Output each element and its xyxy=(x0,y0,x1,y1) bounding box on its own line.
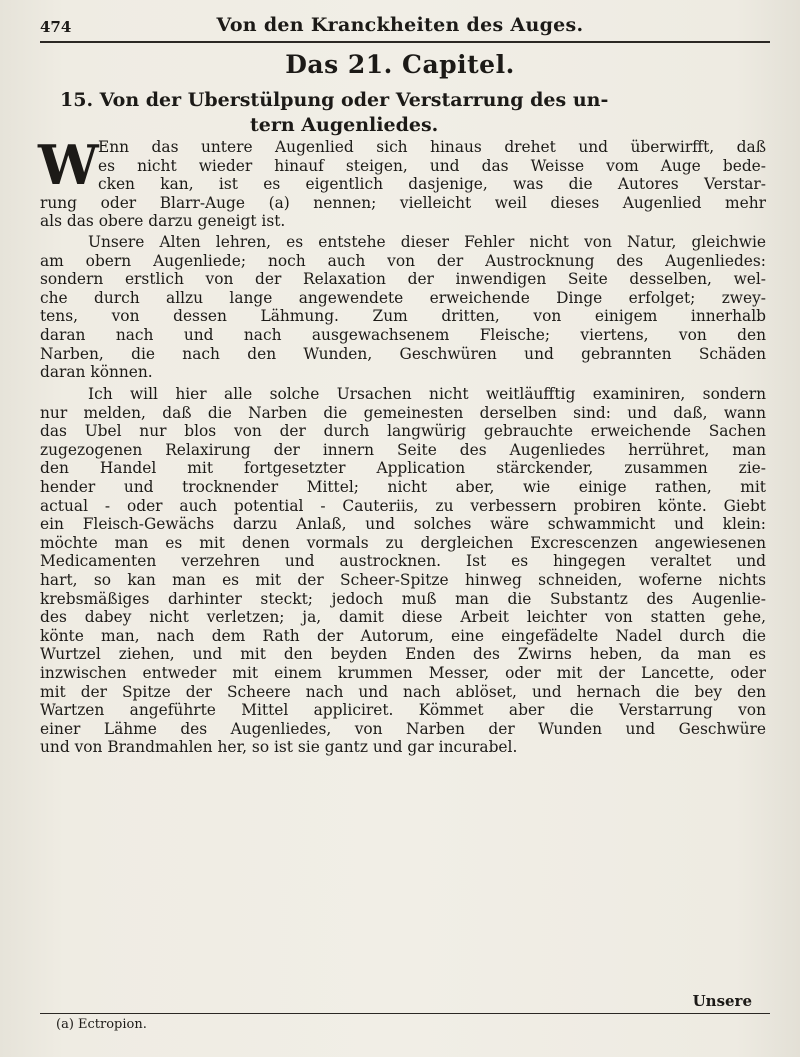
page-header xyxy=(40,14,760,38)
text-line: cken kan, ist es eigentlich dasjenige, was die Autores Verstar- xyxy=(98,175,766,194)
text-line: Ich will hier alle solche Ursachen nicht weitläufftig examiniren, sondern xyxy=(88,385,766,403)
paragraph-1 xyxy=(38,133,766,231)
text-line: das Ubel nur blos von der durch langwürig gebrauchte erweichende Sachen xyxy=(40,422,766,441)
header-rule xyxy=(40,41,770,43)
text-line: hart, so kan man es mit der Scheer-Spitze hinweg schneiden, woferne nichts xyxy=(40,570,766,589)
text-line: krebsmäßiges darhinter steckt; jedoch muß man die Substantz des Augenlie- xyxy=(40,589,766,608)
footnote-rule xyxy=(40,1013,770,1014)
text-line: Narben, die nach den Wunden, Geschwüren und gebrannten Schäden xyxy=(40,344,766,363)
text-line: daran nach und nach ausgewachsenem Fleische; viertens, von den xyxy=(40,325,766,344)
text-line: am obern Augenliede; noch auch von der Austrocknung des Augenliedes: xyxy=(40,251,766,270)
section-heading xyxy=(60,88,750,138)
text-line: daran können. xyxy=(40,363,153,382)
text-line: könte man, nach dem Rath der Autorum, eine eingefädelte Nadel durch die xyxy=(40,626,766,645)
text-line: Unsere Alten lehren, es entstehe dieser Fehler nicht von Natur, gleichwie xyxy=(88,233,766,251)
text-line: inzwischen entweder mit einem krummen Messer, oder mit der Lancette, oder xyxy=(40,663,766,682)
text-line: und von Brandmahlen her, so ist sie gantz und gar incurabel. xyxy=(40,738,518,757)
text-line: actual - oder auch potential - Cauteriis, zu verbessern probiren könte. Giebt xyxy=(40,496,766,515)
text-line: ein Fleisch-Gewächs darzu Anlaß, und solches wäre schwammicht und klein: xyxy=(40,515,766,534)
running-head: Von den Kranckheiten des Auges. xyxy=(216,14,584,36)
text-line: nur melden, daß die Narben die gemeinesten derselben sind: und daß, wann xyxy=(40,403,766,422)
text-line: es nicht wieder hinauf steigen, und das Weisse vom Auge bede- xyxy=(98,156,766,175)
text-line: tens, von dessen Lähmung. Zum dritten, von einigem innerhalb xyxy=(40,307,766,326)
text-line: mit der Spitze der Scheere nach und nach ablöset, und hernach die bey den xyxy=(40,682,766,701)
catchword: Unsere xyxy=(692,992,752,1010)
text-line: rung oder Blarr-Auge (a) nennen; vielleicht weil dieses Augenlied mehr xyxy=(40,193,766,212)
text-line: den Handel mit fortgesetzter Application stärckender, zusammen zie- xyxy=(40,459,766,478)
text-line: zugezogenen Relaxirung der innern Seite des Augenliedes herrühret, man xyxy=(40,440,766,459)
paragraph-3 xyxy=(40,385,766,757)
section-heading-line-2: tern Augenliedes. xyxy=(250,114,439,136)
text-line: einer Lähme des Augenliedes, von Narben der Wunden und Geschwüre xyxy=(40,719,766,738)
text-line: des dabey nicht verletzen; ja, damit diese Arbeit leichter von statten gehe, xyxy=(40,608,766,627)
text-line: Medicamenten verzehren und austrocknen. Ist es hingegen veraltet und xyxy=(40,552,766,571)
page-number: 474 xyxy=(40,18,72,36)
text-line: Wurtzel ziehen, und mit den beyden Enden des Zwirns heben, da man es xyxy=(40,645,766,664)
text-line: Enn das untere Augenlied sich hinaus drehet und überwirfft, daß xyxy=(98,138,766,156)
text-line: Wartzen angeführte Mittel appliciret. Kömmet aber die Verstarrung von xyxy=(40,701,766,720)
section-heading-line-1: 15. Von der Uberstülpung oder Verstarrung des un- xyxy=(60,89,609,111)
footnote: (a) Ectropion. xyxy=(56,1017,147,1032)
text-line: möchte man es mit denen vormals zu dergleichen Excrescenzen angewiesenen xyxy=(40,533,766,552)
drop-cap-initial: W xyxy=(38,133,99,197)
chapter-title: Das 21. Capitel. xyxy=(285,50,515,79)
text-line: hender und trocknender Mittel; nicht aber, wie einige rathen, mit xyxy=(40,477,766,496)
text-line: sondern erstlich von der Relaxation der inwendigen Seite desselben, wel- xyxy=(40,270,766,289)
text-line: che durch allzu lange angewendete erweichende Dinge erfolget; zwey- xyxy=(40,288,766,307)
text-line: als das obere darzu geneigt ist. xyxy=(40,212,286,231)
paragraph-2 xyxy=(40,233,766,382)
